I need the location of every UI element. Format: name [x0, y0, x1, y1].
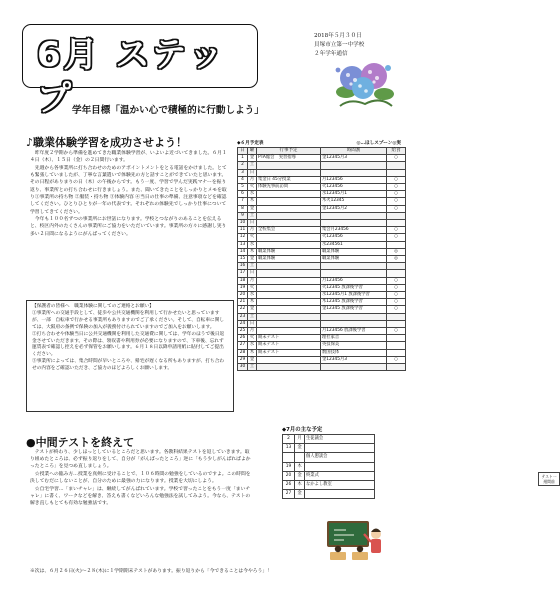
- lunch-cell: [387, 220, 406, 227]
- schedule-row: [238, 284, 406, 291]
- july-plans-title: ◆7月の主な予定: [282, 427, 323, 433]
- lunch-cell: [387, 342, 406, 349]
- event-cell: 集金日 45分授業: [257, 176, 321, 183]
- weekday-cell: 月: [295, 435, 305, 444]
- work-experience-heading: ♪職業体験学習を成功させよう！: [26, 136, 188, 149]
- schedule-row: [238, 277, 406, 284]
- schedule-row: [238, 270, 406, 277]
- schedule-row: [238, 328, 406, 335]
- schedule-row: [238, 320, 406, 327]
- timetable-cell: [321, 270, 387, 277]
- day-cell: 30: [238, 364, 248, 371]
- col-day: 日: [238, 148, 248, 155]
- event-cell: なかよし教室: [305, 481, 375, 490]
- schedule-row: [238, 292, 406, 299]
- day-cell: 4: [238, 176, 248, 183]
- day-cell: 3: [238, 169, 248, 176]
- weekday-cell: 金: [248, 256, 257, 263]
- day-cell: 25: [238, 328, 248, 335]
- weekday-cell: 水: [248, 292, 257, 299]
- timetable-cell: 月123456 放課後学習: [321, 328, 387, 335]
- weekday-cell: 木: [248, 299, 257, 306]
- day-cell: 16: [238, 263, 248, 270]
- schedule-row: [238, 191, 406, 198]
- timetable-cell: 金12345月3: [321, 356, 387, 363]
- july-plans: [282, 425, 374, 499]
- event-cell: [257, 292, 321, 299]
- lunch-cell: ◎: [387, 256, 406, 263]
- timetable-cell: 理社家音: [321, 335, 387, 342]
- lunch-cell: ○: [387, 234, 406, 241]
- weekday-cell: 日: [248, 169, 257, 176]
- event-cell: [257, 284, 321, 291]
- lunch-cell: [387, 270, 406, 277]
- schedule-row: [238, 349, 406, 356]
- day-cell: 18: [238, 277, 248, 284]
- timetable-cell: 火123456: [321, 234, 387, 241]
- weekday-cell: 土: [248, 364, 257, 371]
- weekday-cell: 土: [248, 313, 257, 320]
- event-cell: [257, 270, 321, 277]
- timetable-cell: 木12345 放課後学習: [321, 299, 387, 306]
- day-cell: 27: [238, 342, 248, 349]
- timetable-cell: [321, 169, 387, 176]
- weekday-cell: 金: [248, 155, 257, 162]
- day-cell: 2: [283, 435, 295, 444]
- guardian-notice-box: [26, 300, 234, 412]
- lunch-cell: [387, 162, 406, 169]
- event-cell: 個人懇談会: [305, 453, 375, 462]
- midterm-footer: ※次は、６月２６日(火)〜２８(木)に１学期期末テストがあります。振り返りから「今できることは今やろう」！: [30, 569, 272, 574]
- schedule-row: [238, 241, 406, 248]
- schedule-row: [238, 198, 406, 205]
- event-cell: 期末テスト: [257, 342, 321, 349]
- timetable-cell: 木火12345: [321, 198, 387, 205]
- timetable-cell: 月123456: [321, 277, 387, 284]
- schedule-row: [238, 155, 406, 162]
- grade-newsletter-label: ２年学年通信: [314, 51, 348, 57]
- event-cell: 終業式: [305, 471, 375, 480]
- weekday-cell: 月: [248, 328, 257, 335]
- weekday-cell: 日: [248, 220, 257, 227]
- issue-meta: [314, 32, 364, 59]
- notice-line: ②打ち合わせや体験当日に公共交通機関を利用した交通費に関しては、学年のほうで後日返金させていただきます。その際は、領収書や利用券が必要になりますので、下車後、忘れず運賃表で確認し控えを必ず保管をお願いします。６月１８日以降申請用紙に貼付してご提出ください。: [32, 331, 225, 358]
- day-cell: 9: [238, 212, 248, 219]
- lunch-cell: ○: [387, 198, 406, 205]
- lunch-cell: ○: [387, 184, 406, 191]
- lunch-cell: [387, 313, 406, 320]
- day-cell: 15: [238, 256, 248, 263]
- notice-line: 【保護者の皆様へ 職業体験に関してのご連絡とお願い】: [32, 304, 154, 309]
- schedule-row: [238, 313, 406, 320]
- school-name: 貝塚市立第一中学校: [314, 42, 365, 48]
- lunch-cell: ○: [387, 306, 406, 313]
- day-cell: 10: [238, 220, 248, 227]
- july-plans-rows: [283, 435, 375, 499]
- event-cell: [257, 241, 321, 248]
- notice-line: ③事業所によっては、集合時間が早いところや、帰宅が遅くなる所もありますが、打ち合わせの内容をご確認いただき、ご協力のほどよろしくお願いします。: [32, 359, 225, 372]
- day-cell: 13: [238, 241, 248, 248]
- event-cell: [257, 356, 321, 363]
- event-cell: 職業体験: [257, 248, 321, 255]
- col-event: 行事予定: [257, 148, 321, 155]
- event-cell: [257, 364, 321, 371]
- weekday-cell: 木: [295, 481, 305, 490]
- lunch-cell: ○: [387, 205, 406, 212]
- lunch-cell: ○: [387, 299, 406, 306]
- day-cell: 1: [238, 155, 248, 162]
- day-cell: 7: [238, 198, 248, 205]
- col-weekday: 曜: [248, 148, 257, 155]
- schedule-row: [238, 169, 406, 176]
- paragraph: 今年も１００名ずつの事業所にお世話になります。学校とつながりのあることを伝えると、校区内外のたくさんの事業所にご協力をいただいています。事業所の方々に感謝し実り多い２日間になるようにがんばってください。: [30, 217, 227, 237]
- schedule-header-row: [238, 148, 406, 155]
- event-cell: [257, 313, 321, 320]
- schedule-row: [238, 364, 406, 371]
- paragraph: テストが終わり、少しほっとしているところだと思います。各教科結果テストを返していきます。取り組めたところは、必ず振り返りをして、自分が「がんばったところ」逆に「もう少しがんばればよかったところ」を見つめ直しましょう。: [30, 450, 251, 470]
- lunch-cell: ○: [387, 277, 406, 284]
- weekday-cell: 月: [248, 227, 257, 234]
- event-cell: [257, 162, 321, 169]
- timetable-cell: 水234561: [321, 241, 387, 248]
- timetable-cell: 水12345月1 放課後学習: [321, 292, 387, 299]
- weekday-cell: 水: [248, 191, 257, 198]
- day-cell: 24: [238, 320, 248, 327]
- schedule-row: [238, 212, 406, 219]
- lunch-cell: [387, 335, 406, 342]
- weekday-cell: 水: [248, 342, 257, 349]
- schedule-row: [238, 205, 406, 212]
- timetable-cell: 水12345月1: [321, 191, 387, 198]
- event-cell: 期末テスト: [257, 335, 321, 342]
- timetable-cell: 金12345月3: [321, 155, 387, 162]
- schedule-row: [238, 256, 406, 263]
- day-cell: 14: [238, 248, 248, 255]
- timetable-cell: 金12345月2: [321, 205, 387, 212]
- event-cell: [257, 328, 321, 335]
- timetable-cell: 金12345 放課後学習: [321, 306, 387, 313]
- weekday-cell: 月: [248, 176, 257, 183]
- event-cell: [257, 220, 321, 227]
- weekday-cell: 木: [295, 462, 305, 471]
- midterm-body: [30, 449, 252, 508]
- weekday-cell: 火: [248, 284, 257, 291]
- schedule-row: [238, 227, 406, 234]
- work-experience-body: [30, 150, 228, 238]
- day-cell: 20: [238, 292, 248, 299]
- july-plan-row: [283, 444, 375, 453]
- weekday-cell: 木: [248, 198, 257, 205]
- weekday-cell: 火: [248, 335, 257, 342]
- schedule-title: ◆６月予定表: [237, 141, 264, 146]
- weekday-cell: 土: [248, 212, 257, 219]
- paragraph: ☆自宅学習…「まいチャレ」は、継続してがんばれています。学校で習ったことをもう一度「まいチャレ」に書く、ワークなどを解き、答えも書くなどいろんな勉強法を試してみよう。今なら、テストの解き直しもとても有効な勉強法です。: [30, 486, 251, 507]
- day-cell: 23: [238, 313, 248, 320]
- weekday-cell: 水: [248, 241, 257, 248]
- timetable-cell: [321, 162, 387, 169]
- day-cell: 19: [283, 462, 295, 471]
- issue-date: 2018年５月３０日: [314, 33, 362, 39]
- newsletter-title: 6月 ステップ: [37, 35, 226, 119]
- weekday-cell: 金: [248, 356, 257, 363]
- schedule-row: [238, 248, 406, 255]
- timetable-cell: [321, 320, 387, 327]
- day-cell: 19: [238, 284, 248, 291]
- schedule-row: [238, 335, 406, 342]
- event-cell: [257, 263, 321, 270]
- timetable-cell: [321, 263, 387, 270]
- weekday-cell: 日: [248, 320, 257, 327]
- schedule-row: [238, 263, 406, 270]
- schedule-row: [238, 176, 406, 183]
- event-cell: PTA総会 実習指導: [257, 155, 321, 162]
- timetable-cell: 集会月23456: [321, 227, 387, 234]
- day-cell: 2: [238, 162, 248, 169]
- schedule-row: [238, 220, 406, 227]
- event-cell: [257, 277, 321, 284]
- weekday-cell: 金: [295, 471, 305, 480]
- day-cell: 26: [283, 481, 295, 490]
- timetable-cell: 数国技体: [321, 349, 387, 356]
- weekday-cell: 月: [248, 277, 257, 284]
- weekday-cell: 金: [295, 490, 305, 499]
- paragraph: 昨年度２学期から準備を進めてきた職業体験学習が、いよいよ近づいてきました。６月１４日（木）、１５日（金）の２日間行います。: [30, 151, 227, 164]
- schedule-header: [237, 140, 405, 147]
- timetable-cell: [321, 220, 387, 227]
- classroom-illustration: [326, 520, 388, 562]
- notice-line: ①事業所への交通手段として、徒歩や公共交通機関を利用して行かせたいと思っていますが、一部 自転車で行かせる事業所もありますのでご了承ください。そして、自転車に関しては、大阪府の条例で保険の加入が義務付けられていますのでご加入をお願いします。: [32, 310, 225, 330]
- event-cell: 体験先事前訪問: [257, 184, 321, 191]
- schedule-row: [238, 162, 406, 169]
- schedule-row: [238, 342, 406, 349]
- schedule-row: [238, 299, 406, 306]
- lunch-cell: ○: [387, 227, 406, 234]
- lunch-cell: ◎: [387, 248, 406, 255]
- weekday-cell: 土: [248, 162, 257, 169]
- weekday-cell: 土: [248, 263, 257, 270]
- event-cell: [257, 191, 321, 198]
- day-cell: [283, 453, 295, 462]
- hydrangea-illustration: [330, 58, 400, 110]
- day-cell: 28: [238, 349, 248, 356]
- weekday-cell: 火: [248, 234, 257, 241]
- lunch-cell: ○: [387, 328, 406, 335]
- col-timetable: 時間割: [321, 148, 387, 155]
- schedule-table: [237, 147, 406, 371]
- day-cell: 27: [283, 490, 295, 499]
- schedule-rows: [238, 155, 406, 371]
- lunch-cell: ○: [387, 292, 406, 299]
- event-cell: [257, 299, 321, 306]
- july-plan-row: [283, 453, 375, 462]
- day-cell: 21: [238, 299, 248, 306]
- lunch-cell: ○: [387, 176, 406, 183]
- grade-goal: 学年目標「温かい心で積極的に行動しよう」: [72, 105, 264, 116]
- event-cell: 全校集会: [257, 227, 321, 234]
- july-plan-row: [283, 462, 375, 471]
- paragraph: 先週から各事業所に打ち合わせのためのアポイントメントをとる電話をかけました。とても緊張していましたが、丁寧な言葉遣いで体験先の方と話すことができていたと思います。その日程がありまりの日（木）の午後からです。もう一度、学習で学んだ実践マナーを振り返り、事業所との打ち合わせに行きましょう。また、聞いてきたことをしっかりとメモを取り①事業所の持ち物 ②服装・持ち物 ③体験内容 ④当日の仕事の準備、注意事項などを確認してください。ひとりひとりが一年の代表です。それぞれの体験先でしっかり仕事について学習してきてください。: [30, 165, 227, 215]
- schedule-legend: ◎…ほしスプーン◎実: [356, 141, 401, 146]
- weekday-cell: 木: [248, 248, 257, 255]
- timetable-cell: [321, 212, 387, 219]
- lunch-cell: ○: [387, 155, 406, 162]
- event-cell: 職業体験: [257, 256, 321, 263]
- timetable-cell: 職業体験: [321, 256, 387, 263]
- day-cell: 11: [238, 227, 248, 234]
- timetable-cell: [321, 313, 387, 320]
- timetable-cell: 月123456: [321, 176, 387, 183]
- schedule-row: [238, 184, 406, 191]
- day-cell: 29: [238, 356, 248, 363]
- lunch-cell: ○: [387, 356, 406, 363]
- lunch-cell: [387, 169, 406, 176]
- weekday-cell: 金: [248, 205, 257, 212]
- event-cell: [257, 205, 321, 212]
- day-cell: 6: [238, 191, 248, 198]
- lunch-cell: [387, 212, 406, 219]
- event-cell: 生徒議会: [305, 435, 375, 444]
- midterm-heading: ●中間テストを終えて: [26, 436, 135, 449]
- schedule-row: [238, 234, 406, 241]
- timetable-cell: 職業体験: [321, 248, 387, 255]
- lunch-cell: [387, 320, 406, 327]
- day-cell: 13: [283, 444, 295, 453]
- event-cell: [257, 212, 321, 219]
- weekday-cell: 日: [248, 270, 257, 277]
- event-cell: [305, 490, 375, 499]
- timetable-cell: 火123456: [321, 184, 387, 191]
- weekday-cell: [295, 453, 305, 462]
- lunch-cell: ○: [387, 284, 406, 291]
- timetable-cell: 火12345 放課後学習: [321, 284, 387, 291]
- event-cell: [305, 462, 375, 471]
- test-week-note: テスト一週間前: [538, 472, 560, 486]
- july-plan-row: [283, 471, 375, 480]
- weekday-cell: 金: [295, 444, 305, 453]
- event-cell: 期末テスト: [257, 349, 321, 356]
- lunch-cell: [387, 263, 406, 270]
- lunch-cell: [387, 364, 406, 371]
- day-cell: 12: [238, 234, 248, 241]
- event-cell: [257, 169, 321, 176]
- july-plan-row: [283, 490, 375, 499]
- lunch-cell: ○: [387, 191, 406, 198]
- day-cell: 8: [238, 205, 248, 212]
- day-cell: 22: [238, 306, 248, 313]
- weekday-cell: 金: [248, 306, 257, 313]
- lunch-cell: [387, 349, 406, 356]
- schedule-row: [238, 306, 406, 313]
- col-lunch: 給食: [387, 148, 406, 155]
- timetable-cell: 英技保美: [321, 342, 387, 349]
- day-cell: 5: [238, 184, 248, 191]
- day-cell: 17: [238, 270, 248, 277]
- lunch-cell: [387, 241, 406, 248]
- day-cell: 26: [238, 335, 248, 342]
- event-cell: [257, 234, 321, 241]
- event-cell: [257, 198, 321, 205]
- day-cell: 20: [283, 471, 295, 480]
- timetable-cell: [321, 364, 387, 371]
- event-cell: [257, 306, 321, 313]
- july-plan-row: [283, 435, 375, 444]
- paragraph: ☆授業への臨み方…授業を真剣に受けることで、１０６時間の勉強をしているのですよ。この時間を決してむだにしないことが、自分のために最強の力になります。授業を大切にしよう。: [30, 472, 251, 485]
- weekday-cell: 火: [248, 184, 257, 191]
- july-plans-table: [282, 434, 375, 499]
- schedule-row: [238, 356, 406, 363]
- weekday-cell: 木: [248, 349, 257, 356]
- event-cell: [305, 444, 375, 453]
- july-plan-row: [283, 481, 375, 490]
- event-cell: [257, 320, 321, 327]
